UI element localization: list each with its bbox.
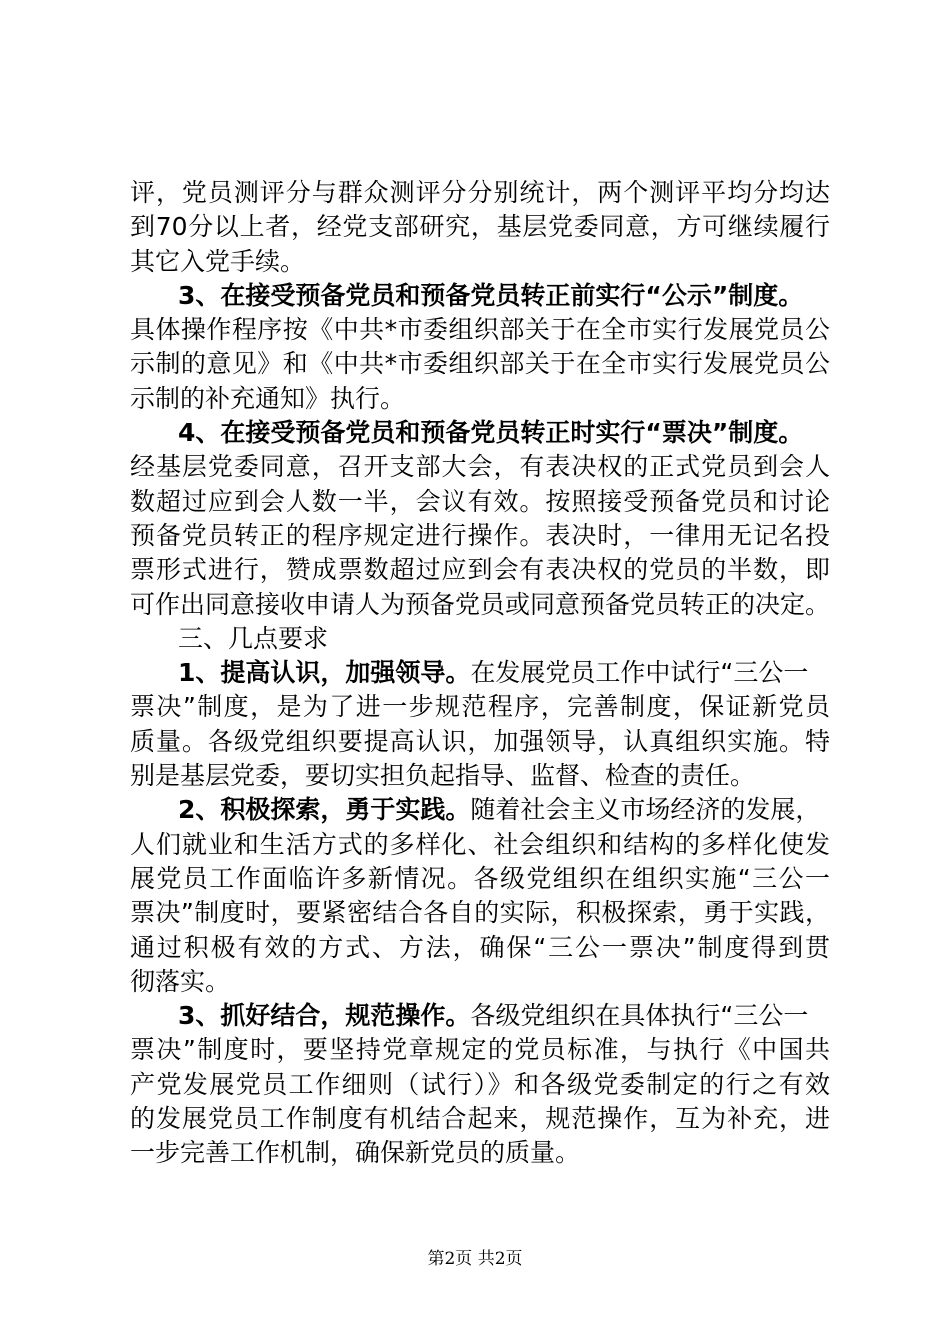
text-line: 4、在接受预备党员和预备党员转正时实行“票决”制度。 xyxy=(178,418,804,448)
bold-heading: 2、积极探索，勇于实践。 xyxy=(178,795,471,825)
text-line: 具体操作程序按《中共*市委组织部关于在全市实行发展党员公 xyxy=(130,315,830,345)
text-line: 评，党员测评分与群众测评分分别统计，两个测评平均分均达 xyxy=(130,178,830,207)
text-line: 别是基层党委，要切实担负起指导、监督、检查的责任。 xyxy=(130,761,756,791)
text-line: 票决”制度，是为了进一步规范程序，完善制度，保证新党员 xyxy=(130,692,830,722)
body-text: 各级党组织在具体执行“三公一 xyxy=(470,1001,809,1031)
bold-heading: 3、抓好结合，规范操作。 xyxy=(178,1001,471,1031)
text-line: 人们就业和生活方式的多样化、社会组织和结构的多样化使发 xyxy=(130,829,830,859)
text-line: 票决”制度时，要坚持党章规定的党员标准，与执行《中国共 xyxy=(130,1035,830,1065)
text-line: 彻落实。 xyxy=(130,966,231,996)
text-line: 示制的意见》和《中共*市委组织部关于在全市实行发展党员公 xyxy=(130,349,830,379)
text-line: 票决”制度时，要紧密结合各自的实际，积极探索，勇于实践， xyxy=(130,898,830,928)
text-line xyxy=(130,793,830,827)
bold-heading: 1、提高认识，加强领导。 xyxy=(178,658,471,688)
text-line: 的发展党员工作制度有机结合起来，规范操作，互为补充，进 xyxy=(130,1104,830,1134)
text-line: 产党发展党员工作细则（试行）》和各级党委制定的行之有效 xyxy=(130,1069,830,1099)
body-text: 在发展党员工作中试行“三公一 xyxy=(470,658,809,688)
text-line: 三、几点要求 xyxy=(178,623,329,653)
page-footer: 第2页 共2页 xyxy=(427,1249,523,1269)
text-line: 通过积极有效的方式、方法，确保“三公一票决”制度得到贯 xyxy=(130,932,830,962)
text-line: 一步完善工作机制，确保新党员的质量。 xyxy=(130,1138,581,1168)
text-line: 票形式进行，赞成票数超过应到会有表决权的党员的半数，即 xyxy=(130,555,830,585)
text-line: 经基层党委同意，召开支部大会，有表决权的正式党员到会人 xyxy=(130,452,830,482)
document-body xyxy=(130,176,830,1171)
body-text: 随着社会主义市场经济的发展， xyxy=(470,795,821,825)
text-line: 质量。各级党组织要提高认识，加强领导，认真组织实施。特 xyxy=(130,726,830,756)
text-line xyxy=(130,999,830,1033)
text-line: 到70分以上者，经党支部研究，基层党委同意，方可继续履行 xyxy=(130,212,830,242)
text-line: 3、在接受预备党员和预备党员转正前实行“公示”制度。 xyxy=(178,280,804,310)
text-line: 展党员工作面临许多新情况。各级党组织在组织实施“三公一 xyxy=(130,863,830,893)
text-line: 数超过应到会人数一半，会议有效。按照接受预备党员和讨论 xyxy=(130,486,830,516)
text-line: 其它入党手续。 xyxy=(130,246,306,276)
text-line: 预备党员转正的程序规定进行操作。表决时，一律用无记名投 xyxy=(130,520,830,550)
text-line xyxy=(130,656,830,690)
text-line: 示制的补充通知》执行。 xyxy=(130,383,406,413)
text-line: 可作出同意接收申请人为预备党员或同意预备党员转正的决定。 xyxy=(130,589,831,619)
